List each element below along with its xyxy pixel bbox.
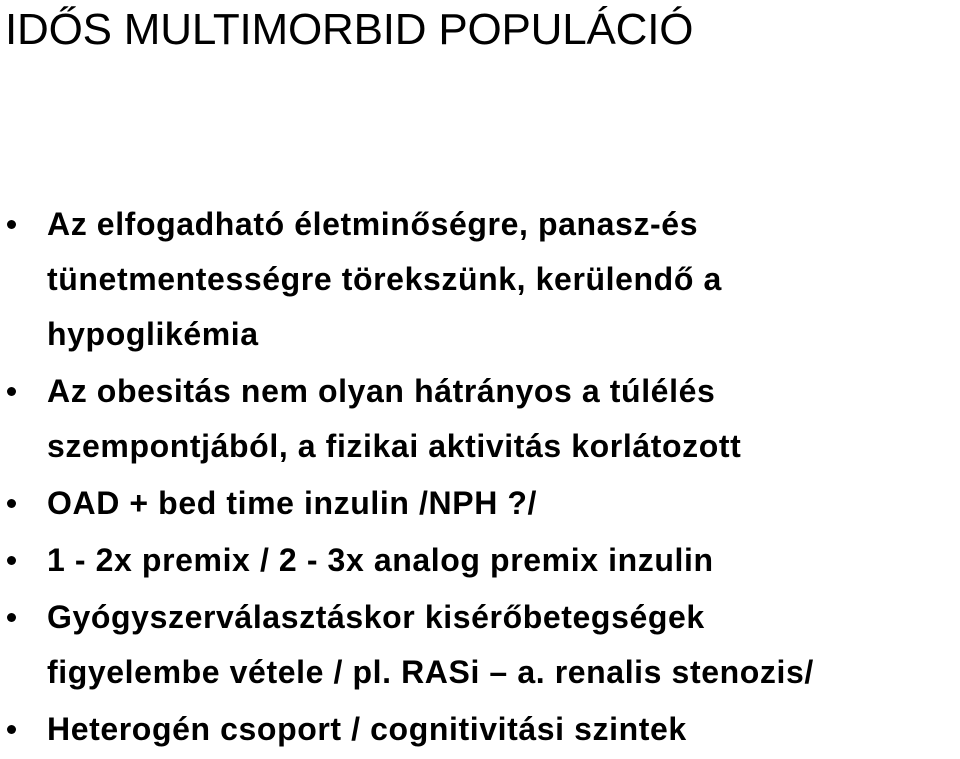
- bullet-text-line: hypoglikémia: [47, 316, 259, 352]
- bullet-dot-icon: [7, 387, 16, 396]
- bullet-text-line: figyelembe vétele / pl. RASi – a. renalis stenozis/: [47, 654, 814, 690]
- bullet-list: [0, 197, 960, 759]
- bullet-text-line: Az obesitás nem olyan hátrányos a túlélés: [47, 373, 716, 409]
- bullet-item: [0, 476, 960, 531]
- bullet-text-line: szempontjából, a fizikai aktivitás korlátozott: [47, 428, 742, 464]
- bullet-dot-icon: [7, 613, 16, 622]
- bullet-text-line: 1 - 2x premix / 2 - 3x analog premix inzulin: [47, 542, 714, 578]
- bullet-item: [0, 364, 960, 474]
- bullet-dot-icon: [7, 556, 16, 565]
- bullet-text-line: Heterogén csoport / cognitivitási szintek: [47, 711, 687, 747]
- slide-title: IDŐS MULTIMORBID POPULÁCIÓ: [5, 5, 694, 54]
- bullet-dot-icon: [7, 220, 16, 229]
- bullet-text-line: Az elfogadható életminőségre, panasz-és: [47, 206, 699, 242]
- bullet-text-line: tünetmentességre törekszünk, kerülendő a: [47, 261, 722, 297]
- bullet-text-line: Gyógyszerválasztáskor kisérőbetegségek: [47, 599, 705, 635]
- bullet-dot-icon: [7, 499, 16, 508]
- bullet-dot-icon: [7, 725, 16, 734]
- bullet-item: [0, 197, 960, 362]
- bullet-text-line: OAD + bed time inzulin /NPH ?/: [47, 485, 538, 521]
- bullet-item: [0, 590, 960, 700]
- bullet-item: [0, 702, 960, 757]
- bullet-item: [0, 533, 960, 588]
